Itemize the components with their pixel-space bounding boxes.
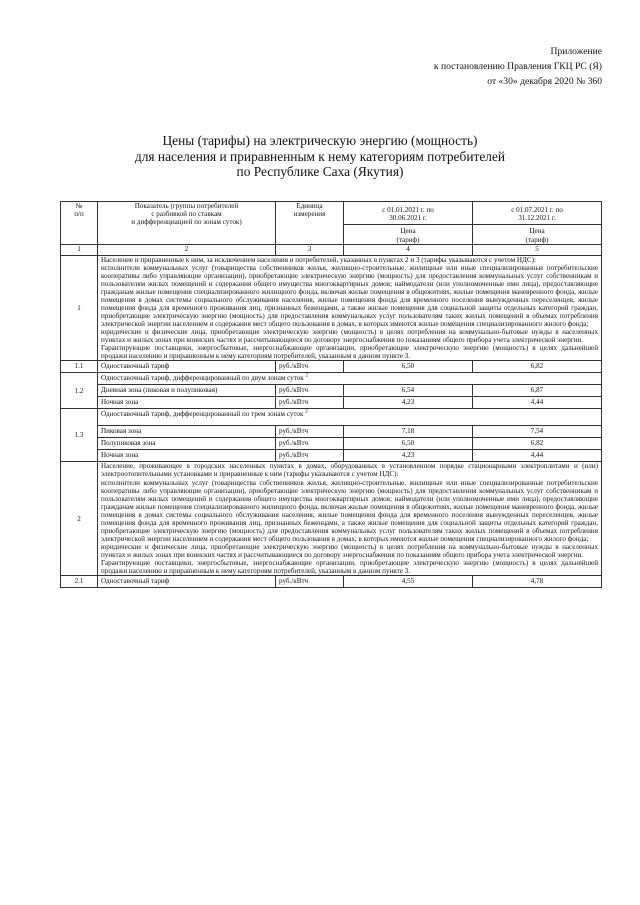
group-2-description [98, 462, 602, 576]
row-num: 2.1 [61, 576, 98, 588]
row-price-1: 7,18 [344, 426, 473, 438]
row-price-2: 6,87 [473, 385, 602, 397]
row-unit: руб./кВтч [276, 385, 344, 397]
row-unit: руб./кВтч [276, 397, 344, 409]
desc-paragraph: юридические и физические лица, приобретающие электрическую энергию (мощность) в целях потребления на коммунально-бытовые нужды в населенных пунктах и жилых зонах при воинских частях и рассчитывающиеся по договору энергоснабжения по показаниям общего прибора учета электрической энергии. [101, 542, 598, 559]
group-label [98, 373, 602, 385]
row-num: 1.3 [61, 409, 98, 462]
group-label-text: Одноставочный тариф, дифференцированный по трем зонам суток [101, 410, 304, 419]
appendix-line: Приложение [550, 46, 602, 57]
row-unit: руб./кВтч [276, 426, 344, 438]
table-row [61, 361, 602, 373]
footnote-marker: 2 [305, 410, 308, 416]
group-label-text: Одноставочный тариф, дифференцированный по двум зонам суток [101, 374, 304, 383]
row-price-2: 4,44 [473, 450, 602, 462]
table-row [61, 255, 602, 361]
period-1-dates: с 01.01.2021 г. по 30.06.2021 г. [344, 206, 472, 225]
desc-paragraph: Население, проживающее в городских населенных пунктах в домах, оборудованных в установленном порядке стационарными электроплитами и (или) электроотопительными установками и приравненные к ним (тарифы указываются с учетом НДС): [101, 462, 598, 479]
row-price-1: 6,50 [344, 361, 473, 373]
row-price-1: 4,23 [344, 397, 473, 409]
table-row [61, 373, 602, 385]
row-price-2: 6,82 [473, 361, 602, 373]
column-number-row [61, 244, 602, 255]
row-price-2: 7,54 [473, 426, 602, 438]
title-line: для населения и приравненным к нему категориям потребителей [134, 148, 506, 164]
header-indicator: Показатель (группы потребителей с разбивкой по ставкам и дифференциацией по зонам суток) [98, 202, 276, 245]
row-price-2: 4,78 [473, 576, 602, 588]
column-number: 2 [98, 244, 276, 255]
row-price-1: 6,54 [344, 385, 473, 397]
column-number: 4 [344, 244, 473, 255]
table-header-row [61, 202, 602, 245]
appendix-header [434, 44, 602, 89]
row-price-2: 6,82 [473, 438, 602, 450]
table-row [61, 426, 602, 438]
table-row [61, 385, 602, 397]
row-num: 1 [61, 255, 98, 361]
column-number: 5 [473, 244, 602, 255]
desc-paragraph: Гарантирующие поставщики, энергосбытовые, энергоснабжающие организации, приобретающие электрическую энергию (мощность) в целях дальнейшей продажи населению и приравненным к нему категориям потребителей, указанным в данном пункте 3. [101, 558, 598, 576]
desc-paragraph: исполнители коммунальных услуг (товарищества собственников жилья, жилищно-строительные, жилищные или иные специализированные потребительские кооперативы либо управляющие организации), приобретающие электрическую энергию (мощность) для предоставления коммунальных услуг собственникам и пользователям жилых помещений и содержания общего имущества многоквартирных домов; наймодатели (или уполномоченные ими лица), предоставляющие гражданам жилые помещения специализированного жилищного фонда, включая жилые помещения в общежитиях, жилые помещения маневренного фонда, жилые помещения в домах системы социального обслуживания населения, жилые помещения фонда для временного поселения вынужденных переселенцев, жилые помещения фонда для временного проживания лиц, признанных беженцами, а также жилые помещения для социальной защиты отдельных категорий граждан, приобретающие электрическую энергию (мощность) для предоставления коммунальных услуг пользователям таких жилых помещений в объемах потребления электрической энергии населением и содержания мест общего пользования в домах, в которых имеются жилые помещения специализированного жилого фонда; [101, 263, 598, 329]
row-unit: руб./кВтч [276, 438, 344, 450]
row-label: Одноставочный тариф [98, 576, 276, 588]
table-row [61, 397, 602, 409]
table-row [61, 409, 602, 426]
header-unit: Единица измерения [276, 202, 344, 245]
desc-paragraph: Гарантирующие поставщики, энергосбытовые, энергоснабжающие организации, приобретающие электрическую энергию (мощность) в целях дальнейшей продажи населению и приравненным к нему категориям потребителей, указанным в данном пункте 3. [101, 344, 598, 361]
table-row [61, 438, 602, 450]
row-unit: руб./кВтч [276, 450, 344, 462]
row-num: 1.1 [61, 361, 98, 373]
row-label: Пиковая зона [98, 426, 276, 438]
desc-paragraph: исполнители коммунальных услуг (товарищества собственников жилья, жилищно-строительные, жилищные или иные специализированные потребительские кооперативы либо управляющие организации), приобретающие электрическую энергию (мощность) для предоставления коммунальных услуг собственникам и пользователям жилых помещений и содержания общего имущества многоквартирных домов; наймодатели (или уполномоченные ими лица), предоставляющие гражданам жилые помещения специализированного жилищного фонда, включая жилые помещения в общежитиях, жилые помещения маневренного фонда, жилые помещения в домах системы социального обслуживания населения, жилые помещения фонда для временного поселения вынужденных переселенцев, жилые помещения фонда для временного проживания лиц, признанных беженцами, а также жилые помещения для социальной защиты отдельных категорий граждан, приобретающие электрическую энергию (мощность) для предоставления коммунальных услуг пользователям таких жилых помещений в объемах потребления электрической энергии населением и содержания мест общего пользования в домах, в которых имеются жилые помещения специализированного жилого фонда; [101, 478, 598, 543]
row-num: 2 [61, 462, 98, 576]
row-label: Дневная зона (пиковая и полупиковая) [98, 385, 276, 397]
group-1-description [98, 255, 602, 361]
desc-paragraph: юридические и физические лица, приобретающие электрическую энергию (мощность) в целях потребления на коммунально-бытовые нужды в населенных пунктах и жилых зонах при воинских частях и рассчитывающиеся по договору энергоснабжения по показаниям общего прибора учета электрической энергии. [101, 328, 598, 345]
column-number: 3 [276, 244, 344, 255]
row-num: 1.2 [61, 373, 98, 409]
period-2-price-label: Цена (тариф) [525, 227, 549, 244]
header-period-2 [473, 202, 602, 245]
header-num: № п/п [61, 202, 98, 245]
row-unit: руб./кВтч [276, 361, 344, 373]
document-title [0, 133, 640, 180]
table-row [61, 576, 602, 588]
appendix-line: к постановлению Правления ГКЦ РС (Я) [433, 61, 602, 72]
appendix-line: от «30» декабря 2020 № 360 [487, 76, 602, 87]
row-unit: руб./кВтч [276, 576, 344, 588]
row-label: Одноставочный тариф [98, 361, 276, 373]
row-price-1: 4,55 [344, 576, 473, 588]
row-label: Ночная зона [98, 450, 276, 462]
table-row [61, 450, 602, 462]
column-number: 1 [61, 244, 98, 255]
group-label [98, 409, 602, 426]
period-2-dates: с 01.07.2021 г. по 31.12.2021 г. [473, 206, 601, 225]
title-line: по Республике Саха (Якутия) [236, 164, 404, 179]
row-label: Ночная зона [98, 397, 276, 409]
table-row [61, 462, 602, 576]
row-price-2: 4,44 [473, 397, 602, 409]
footnote-marker: 2 [305, 374, 308, 380]
period-1-price-label: Цена (тариф) [396, 227, 420, 244]
row-price-1: 6,50 [344, 438, 473, 450]
row-label: Полупиковая зона [98, 438, 276, 450]
title-line: Цены (тарифы) на электрическую энергию (мощность) [162, 133, 478, 148]
desc-paragraph: Население и приравненные к ним, за исключением населения и потребителей, указанных в пунктах 2 и 3 (тарифы указываются с учетом НДС): [101, 255, 536, 264]
row-price-1: 4,23 [344, 450, 473, 462]
header-period-1 [344, 202, 473, 245]
tariff-table [60, 201, 602, 588]
